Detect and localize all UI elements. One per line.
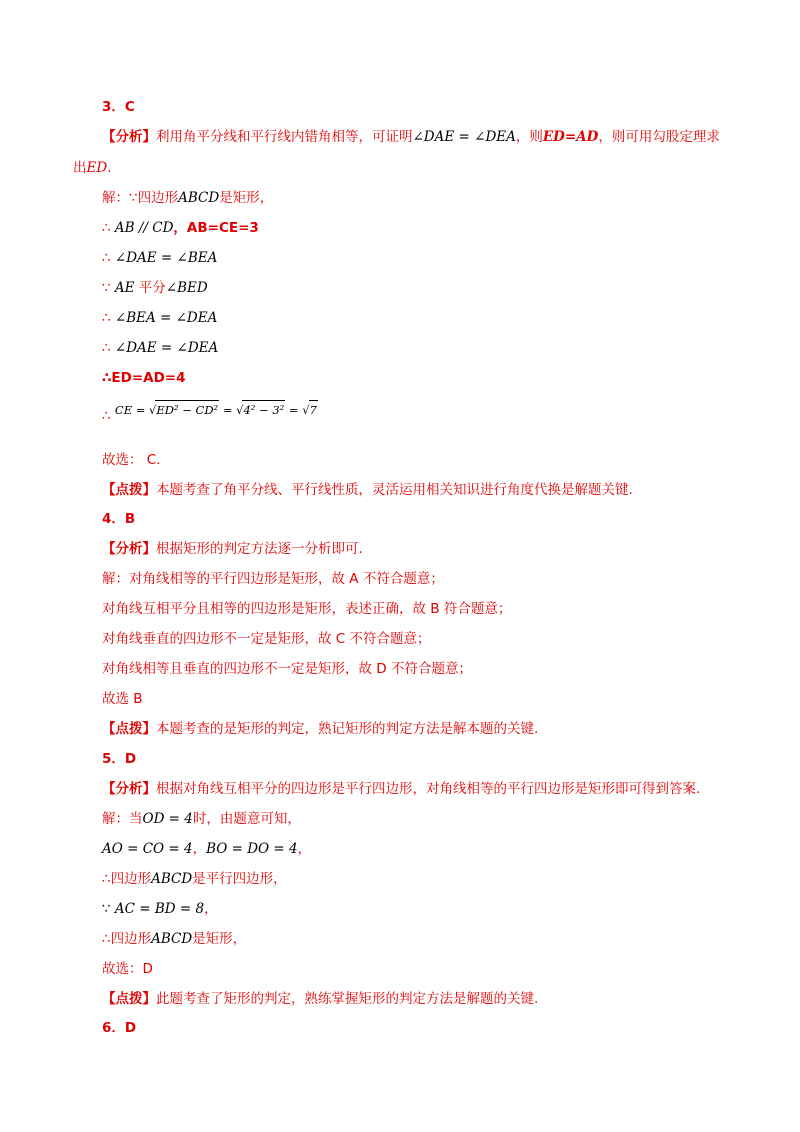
q3-step7-formula: CE = √ED² − CD² = √4² − 3² = √7 bbox=[115, 403, 318, 417]
q5-step2-a: ∴四边形 bbox=[102, 871, 152, 887]
q5-step2-b: 是平行四边形， bbox=[192, 871, 287, 887]
q3-solution-intro bbox=[102, 189, 273, 207]
q3-step7-root1: ED² − CD² bbox=[155, 400, 219, 419]
q3-analysis-math: ∠DAE = ∠DEA bbox=[412, 129, 516, 145]
q5-answer: 故选：D bbox=[102, 961, 153, 977]
q4-line1: 解：对角线相等的平行四边形是矩形，故 A 不符合题意； bbox=[102, 571, 444, 587]
q4-comment bbox=[102, 720, 538, 738]
q4-analysis-tag: 【分析】 bbox=[102, 541, 156, 557]
q5-analysis-text: 根据对角线互相平分的四边形是平行四边形，对角线相等的平行四边形是矩形即可得到答案. bbox=[156, 781, 701, 797]
q3-step1-red: ，AB=CE=3 bbox=[173, 220, 259, 236]
q3-step3-sym: ∵ bbox=[102, 280, 111, 296]
q5-step1-sep: ， bbox=[192, 841, 207, 857]
q3-step7-sym: ∴ bbox=[102, 408, 111, 424]
q3-step7-root3: 7 bbox=[309, 400, 318, 419]
q3-step7-root2: 4² − 3² bbox=[242, 400, 285, 419]
q5-step4-math: ABCD bbox=[151, 931, 193, 947]
q3-analysis-line2-c: . bbox=[107, 160, 112, 176]
q3-comment-text: 本题考查了角平分线、平行线性质，灵活运用相关知识进行角度代换是解题关键. bbox=[156, 482, 633, 498]
q3-step1-math: AB // CD bbox=[114, 220, 174, 236]
q4-comment-text: 本题考查的是矩形的判定，熟记矩形的判定方法是解本题的关键. bbox=[156, 721, 539, 737]
q3-analysis-text-b: ，则 bbox=[515, 129, 543, 145]
q5-number: 5．D bbox=[102, 751, 137, 767]
q3-step4 bbox=[102, 309, 217, 327]
q5-solution bbox=[102, 810, 301, 828]
q3-step3 bbox=[102, 279, 208, 297]
q3-comment-tag: 【点拨】 bbox=[102, 482, 156, 498]
q3-step7 bbox=[102, 400, 318, 424]
q3-analysis-line2-a: 出 bbox=[73, 160, 87, 176]
q5-step2 bbox=[102, 870, 287, 888]
q3-analysis-text-c: ，则可用勾股定理求 bbox=[598, 129, 720, 145]
q4-comment-tag: 【点拨】 bbox=[102, 721, 156, 737]
q5-step4 bbox=[102, 930, 246, 948]
q5-step1 bbox=[102, 840, 311, 858]
q3-analysis-eq: ED=AD bbox=[542, 129, 599, 145]
q3-answer: 故选： C. bbox=[102, 452, 161, 468]
q3-analysis-text-a: 利用角平分线和平行线内错角相等，可证明 bbox=[156, 129, 413, 145]
q3-step4-sym: ∴ bbox=[102, 310, 111, 326]
q3-analysis-line2-b: ED bbox=[86, 160, 108, 176]
q4-number: 4．B bbox=[102, 511, 136, 527]
q3-analysis-tag: 【分析】 bbox=[102, 129, 156, 145]
q5-step4-b: 是矩形， bbox=[192, 931, 247, 947]
q4-line2: 对角线互相平分且相等的四边形是矩形，表述正确，故 B 符合题意； bbox=[102, 601, 512, 617]
q3-step5 bbox=[102, 339, 218, 357]
q3-sol-intro: 解：∵四边形 bbox=[102, 190, 179, 206]
q5-comment-tag: 【点拨】 bbox=[102, 991, 156, 1007]
q5-comment bbox=[102, 990, 538, 1008]
q4-analysis bbox=[102, 540, 363, 558]
q5-step3-math: AC = BD = 8 bbox=[114, 901, 205, 917]
q5-step1-end: ， bbox=[297, 841, 312, 857]
q3-step1 bbox=[102, 219, 259, 237]
q3-step7-end: = bbox=[285, 403, 303, 417]
q3-step2 bbox=[102, 249, 217, 267]
q5-step1-math-a: AO = CO = 4 bbox=[102, 841, 193, 857]
q5-step4-a: ∴四边形 bbox=[102, 931, 152, 947]
q4-answer: 故选 B bbox=[102, 691, 143, 707]
q5-step3 bbox=[102, 900, 218, 918]
q4-line4: 对角线相等且垂直的四边形不一定是矩形，故 D 不符合题意； bbox=[102, 661, 472, 677]
q3-step5-sym: ∴ bbox=[102, 340, 111, 356]
q3-step3-math-a: AE bbox=[114, 280, 135, 296]
q5-sol-math: OD = 4 bbox=[142, 811, 193, 827]
q3-step1-sym: ∴ bbox=[102, 220, 111, 236]
q5-step2-math: ABCD bbox=[151, 871, 193, 887]
q4-line3: 对角线垂直的四边形不一定是矩形，故 C 不符合题意； bbox=[102, 631, 431, 647]
q3-step5-math: ∠DAE = ∠DEA bbox=[114, 340, 219, 356]
q4-analysis-text: 根据矩形的判定方法逐一分析即可. bbox=[156, 541, 363, 557]
q5-comment-text: 此题考查了矩形的判定，熟练掌握矩形的判定方法是解题的关键. bbox=[156, 991, 539, 1007]
q3-analysis-line2 bbox=[73, 159, 111, 177]
q5-sol-a: 解：当 bbox=[102, 811, 143, 827]
q3-analysis bbox=[102, 128, 720, 146]
q3-step7-lhs: CE = bbox=[114, 403, 150, 417]
q6-number: 6．D bbox=[102, 1020, 137, 1036]
q3-step7-mid: = bbox=[219, 403, 237, 417]
q5-analysis-tag: 【分析】 bbox=[102, 781, 156, 797]
q5-step1-math-b: BO = DO = 4 bbox=[206, 841, 298, 857]
q3-step6: ∴ED=AD=4 bbox=[102, 370, 186, 386]
q3-step4-math: ∠BEA = ∠DEA bbox=[114, 310, 218, 326]
q5-sol-b: 时，由题意可知， bbox=[192, 811, 301, 827]
q5-analysis bbox=[102, 780, 700, 798]
q3-step2-math: ∠DAE = ∠BEA bbox=[114, 250, 218, 266]
q5-step3-end: ， bbox=[204, 901, 218, 917]
q5-step3-sym: ∵ bbox=[102, 901, 111, 917]
q3-comment bbox=[102, 481, 633, 499]
q3-step3-text: 平分 bbox=[138, 280, 166, 296]
q3-step3-math-b: ∠BED bbox=[165, 280, 208, 296]
q3-number: 3．C bbox=[102, 99, 135, 115]
q3-step2-sym: ∴ bbox=[102, 250, 111, 266]
q3-sol-rect: 是矩形， bbox=[219, 190, 274, 206]
q3-sol-abcd: ABCD bbox=[178, 190, 220, 206]
